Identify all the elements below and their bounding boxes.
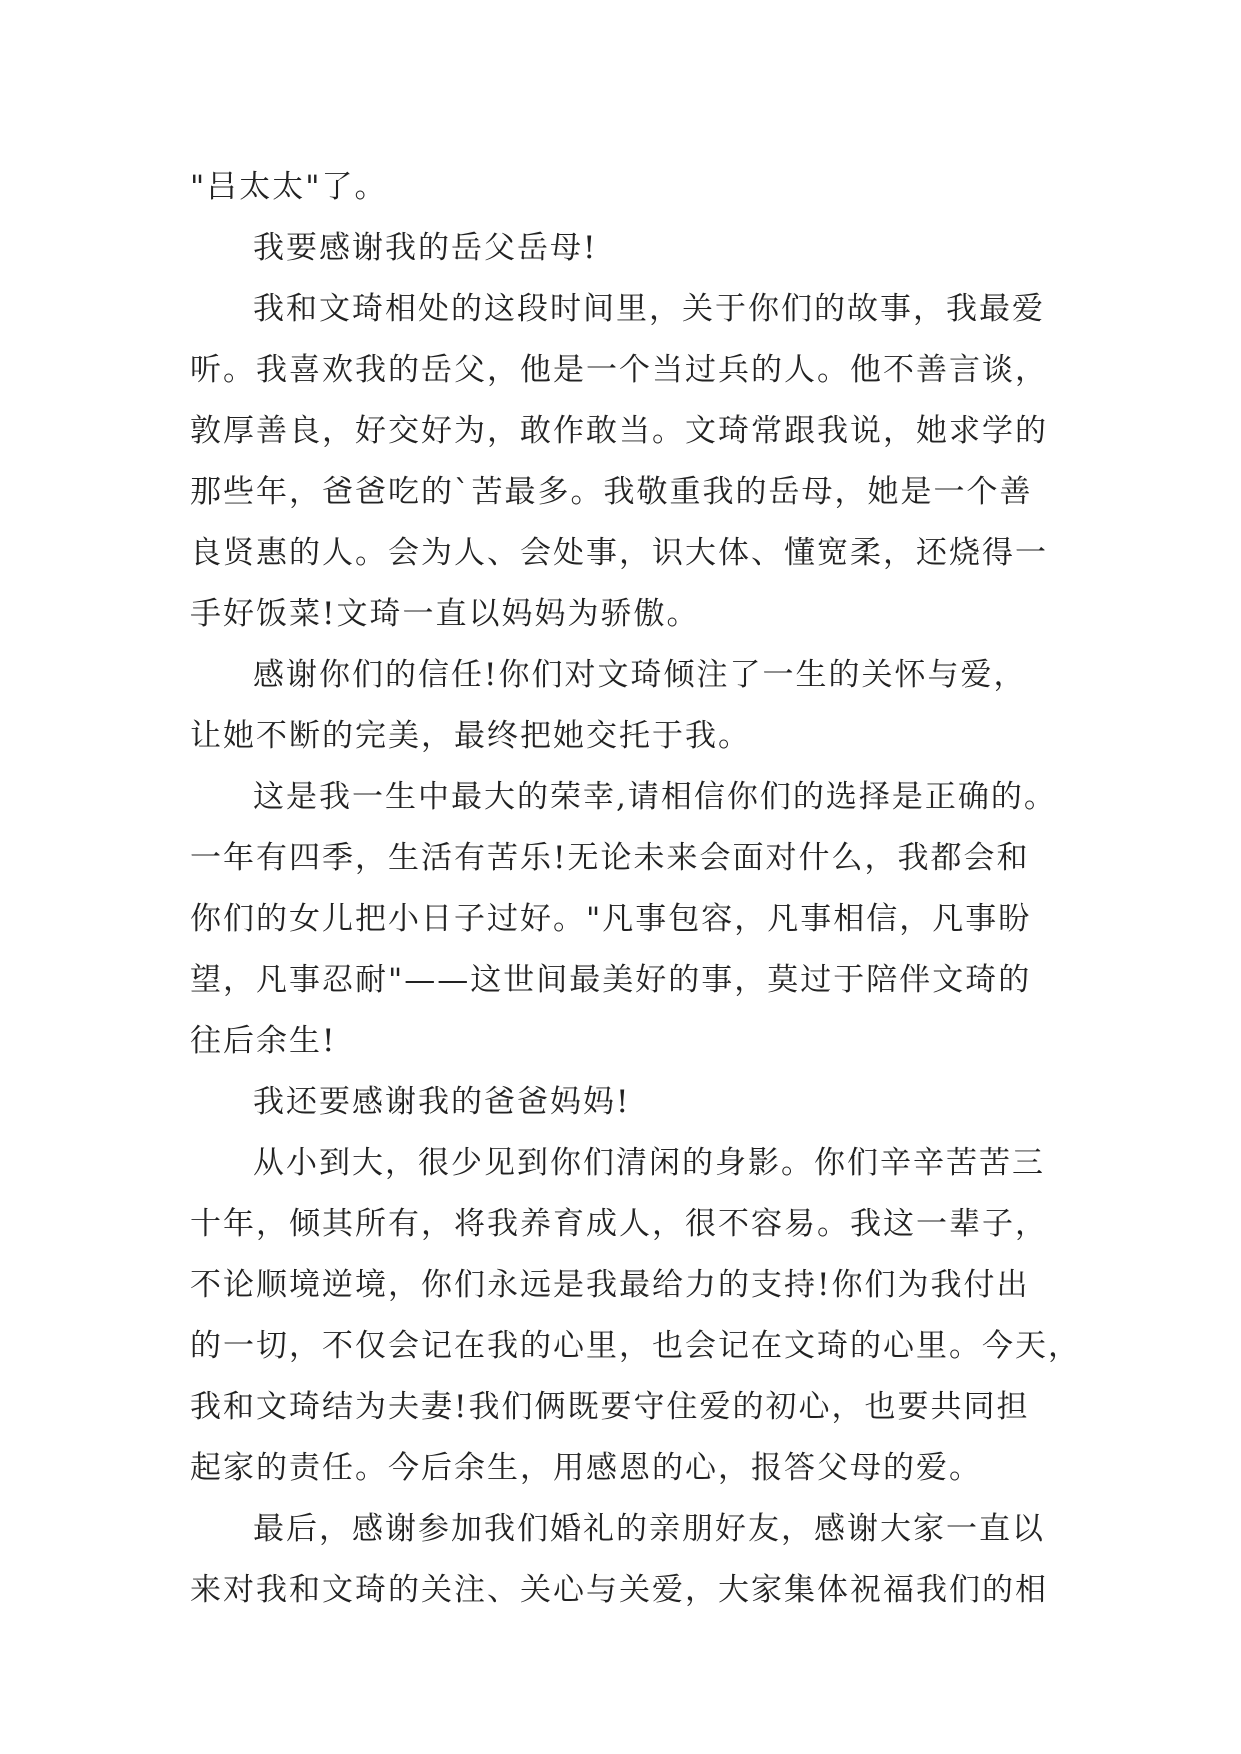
text-line: 我还要感谢我的爸爸妈妈! (253, 1084, 631, 1120)
text-line: 的一切，不仅会记在我的心里，也会记在文琦的心里。今天， (190, 1328, 1081, 1364)
text-line: 你们的女儿把小日子过好。"凡事包容，凡事相信，凡事盼 (190, 901, 1032, 937)
text-line: 最后，感谢参加我们婚礼的亲朋好友，感谢大家一直以 (253, 1511, 1045, 1547)
text-line: 良贤惠的人。会为人、会处事，识大体、懂宽柔，还烧得一 (190, 535, 1048, 571)
text-line: 我和文琦结为夫妻!我们俩既要守住爱的初心，也要共同担 (190, 1389, 1030, 1425)
text-line: 我和文琦相处的这段时间里，关于你们的故事，我最爱 (253, 291, 1045, 327)
text-line: 那些年，爸爸吃的`苦最多。我敬重我的岳母，她是一个善 (190, 474, 1033, 510)
text-line: 手好饭菜!文琦一直以妈妈为骄傲。 (190, 596, 700, 632)
text-line: 十年，倾其所有，将我养育成人，很不容易。我这一辈子， (190, 1206, 1048, 1242)
text-line: "吕太太"了。 (190, 169, 388, 205)
text-line: 来对我和文琦的关注、关心与关爱，大家集体祝福我们的相 (190, 1572, 1048, 1608)
text-line: 敦厚善良，好交好为，敢作敢当。文琦常跟我说，她求学的 (190, 413, 1048, 449)
text-line: 我要感谢我的岳父岳母! (253, 230, 598, 266)
text-line: 起家的责任。今后余生，用感恩的心，报答父母的爱。 (190, 1450, 982, 1486)
text-line: 不论顺境逆境，你们永远是我最给力的支持!你们为我付出 (190, 1267, 1030, 1303)
document-body (190, 157, 1081, 1621)
text-line: 望，凡事忍耐"——这世间最美好的事，莫过于陪伴文琦的 (190, 962, 1032, 998)
text-line: 让她不断的完美，最终把她交托于我。 (190, 718, 751, 754)
text-line: 一年有四季，生活有苦乐!无论未来会面对什么，我都会和 (190, 840, 1030, 876)
text-line: 感谢你们的信任!你们对文琦倾注了一生的关怀与爱， (253, 657, 1027, 693)
text-line: 听。我喜欢我的岳父，他是一个当过兵的人。他不善言谈， (190, 352, 1048, 388)
text-line: 这是我一生中最大的荣幸,请相信你们的选择是正确的。 (253, 779, 1057, 815)
text-line: 从小到大，很少见到你们清闲的身影。你们辛辛苦苦三 (253, 1145, 1045, 1181)
text-line: 往后余生! (190, 1023, 337, 1059)
